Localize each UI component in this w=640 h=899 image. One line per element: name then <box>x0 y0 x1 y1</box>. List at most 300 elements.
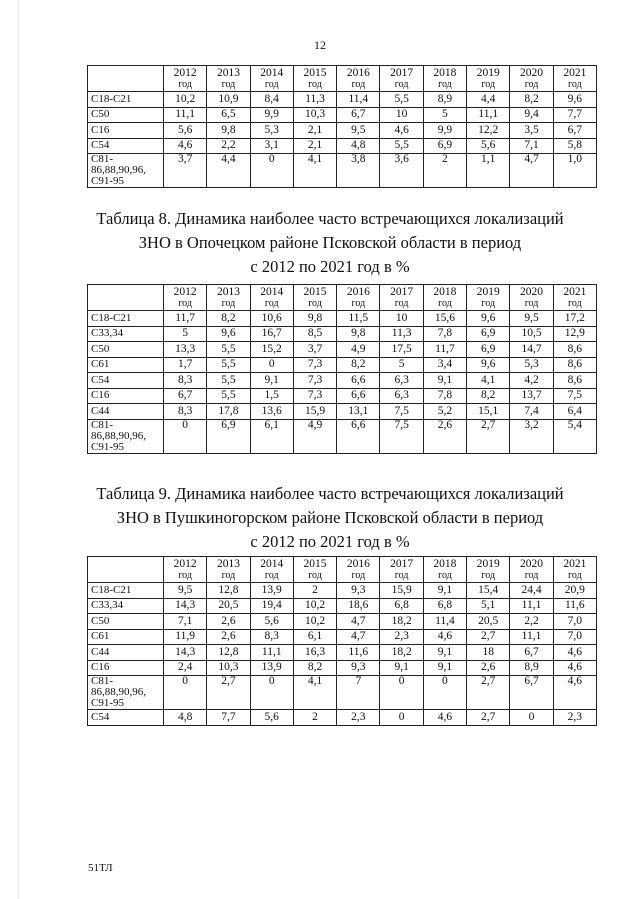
value-cell: 10,2 <box>293 598 336 614</box>
value-cell: 0 <box>250 154 293 188</box>
table-row <box>88 357 597 373</box>
value-cell: 10,3 <box>293 107 336 123</box>
value-cell: 6,7 <box>337 107 380 123</box>
value-cell: 6,9 <box>423 138 466 154</box>
value-cell: 6,3 <box>380 388 423 404</box>
value-cell: 9,8 <box>207 123 250 139</box>
year-header <box>510 285 553 311</box>
row-label: C61 <box>88 357 164 373</box>
value-cell: 0 <box>250 357 293 373</box>
value-cell: 8,3 <box>164 404 207 420</box>
value-cell: 13,1 <box>337 404 380 420</box>
year-unit-label: год <box>481 570 496 581</box>
value-cell: 5,5 <box>380 138 423 154</box>
year-header <box>380 66 423 92</box>
year-header <box>423 285 466 311</box>
value-cell: 0 <box>423 676 466 710</box>
year-unit-label: год <box>221 570 236 581</box>
row-label: C44 <box>88 404 164 420</box>
table-row <box>88 660 597 676</box>
value-cell: 6,1 <box>293 629 336 645</box>
value-cell: 15,2 <box>250 342 293 358</box>
value-cell: 5 <box>380 357 423 373</box>
value-cell: 24,4 <box>510 583 553 599</box>
year-label: 2016 <box>346 286 370 298</box>
year-label: 2016 <box>346 558 370 570</box>
value-cell: 5,6 <box>164 123 207 139</box>
value-cell: 16,7 <box>250 326 293 342</box>
table-row <box>88 342 597 358</box>
value-cell: 7,8 <box>423 388 466 404</box>
value-cell: 5,1 <box>467 598 510 614</box>
value-cell: 4,9 <box>293 419 336 453</box>
year-unit-label: год <box>568 79 582 90</box>
value-cell: 6,7 <box>164 388 207 404</box>
value-cell: 12,8 <box>207 645 250 661</box>
year-header <box>337 285 380 311</box>
table-row <box>88 373 597 389</box>
value-cell: 7,3 <box>293 373 336 389</box>
value-cell: 2,6 <box>207 614 250 630</box>
year-unit-label: год <box>394 298 409 309</box>
value-cell: 8,6 <box>553 357 596 373</box>
year-header <box>207 285 250 311</box>
year-unit-label: год <box>524 570 539 581</box>
year-label: 2014 <box>260 286 284 298</box>
value-cell: 13,9 <box>250 660 293 676</box>
year-label: 2012 <box>173 67 197 79</box>
value-cell: 1,1 <box>467 154 510 188</box>
value-cell: 2,6 <box>207 629 250 645</box>
value-cell: 8,2 <box>293 660 336 676</box>
value-cell: 4,7 <box>337 629 380 645</box>
value-cell: 13,3 <box>164 342 207 358</box>
table-8-opochka <box>87 284 597 454</box>
row-label: C50 <box>88 342 164 358</box>
value-cell: 8,2 <box>467 388 510 404</box>
table-row <box>88 123 597 139</box>
value-cell: 11,3 <box>380 326 423 342</box>
year-unit-label: год <box>308 570 322 581</box>
year-header <box>293 557 336 583</box>
value-cell: 4,4 <box>207 154 250 188</box>
value-cell: 6,6 <box>337 419 380 453</box>
year-unit-label: год <box>481 79 496 90</box>
year-label: 2012 <box>173 286 197 298</box>
value-cell: 9,3 <box>337 660 380 676</box>
year-label: 2015 <box>303 286 327 298</box>
value-cell: 17,8 <box>207 404 250 420</box>
value-cell: 15,9 <box>293 404 336 420</box>
value-cell: 9,9 <box>423 123 466 139</box>
value-cell: 5,6 <box>250 614 293 630</box>
value-cell: 9,5 <box>164 583 207 599</box>
value-cell: 6,7 <box>553 123 596 139</box>
year-label: 2018 <box>433 558 457 570</box>
year-unit-label: год <box>438 79 452 90</box>
year-label: 2017 <box>390 286 414 298</box>
table-row <box>88 404 597 420</box>
value-cell: 0 <box>510 710 553 726</box>
year-header <box>207 557 250 583</box>
value-cell: 7,5 <box>380 404 423 420</box>
value-cell: 9,1 <box>423 645 466 661</box>
value-cell: 5,6 <box>467 138 510 154</box>
value-cell: 11,7 <box>423 342 466 358</box>
year-header <box>510 66 553 92</box>
value-cell: 7,7 <box>553 107 596 123</box>
value-cell: 5,6 <box>250 710 293 726</box>
value-cell: 6,9 <box>207 419 250 453</box>
year-header <box>467 66 510 92</box>
table-9-caption <box>60 482 600 554</box>
value-cell: 19,4 <box>250 598 293 614</box>
year-unit-label: год <box>394 570 409 581</box>
value-cell: 11,4 <box>423 614 466 630</box>
value-cell: 8,2 <box>510 92 553 108</box>
year-label: 2017 <box>390 558 414 570</box>
value-cell: 2,3 <box>553 710 596 726</box>
value-cell: 5,3 <box>250 123 293 139</box>
year-label: 2018 <box>433 67 457 79</box>
year-header <box>337 66 380 92</box>
value-cell: 17,2 <box>553 311 596 327</box>
table-row <box>88 598 597 614</box>
table-row <box>88 311 597 327</box>
caption-line: Таблица 9. Динамика наиболее часто встречающихся локализаций <box>96 484 564 503</box>
header-corner-cell <box>88 66 164 92</box>
row-label: C50 <box>88 614 164 630</box>
row-label: C33,34 <box>88 326 164 342</box>
value-cell: 14,3 <box>164 645 207 661</box>
value-cell: 2,7 <box>467 419 510 453</box>
value-cell: 5,5 <box>207 357 250 373</box>
year-header <box>510 557 553 583</box>
value-cell: 11,4 <box>337 92 380 108</box>
value-cell: 2,3 <box>337 710 380 726</box>
value-cell: 8,2 <box>337 357 380 373</box>
year-label: 2021 <box>563 286 587 298</box>
value-cell: 17,5 <box>380 342 423 358</box>
page-number: 12 <box>314 38 326 52</box>
year-header <box>380 285 423 311</box>
value-cell: 10,9 <box>207 92 250 108</box>
value-cell: 5,5 <box>207 388 250 404</box>
value-cell: 5,5 <box>207 373 250 389</box>
year-label: 2014 <box>260 67 284 79</box>
value-cell: 3,4 <box>423 357 466 373</box>
value-cell: 9,1 <box>250 373 293 389</box>
value-cell: 9,1 <box>423 660 466 676</box>
value-cell: 5,4 <box>553 419 596 453</box>
value-cell: 4,4 <box>467 92 510 108</box>
value-cell: 8,6 <box>553 373 596 389</box>
row-label: C18-C21 <box>88 583 164 599</box>
value-cell: 0 <box>250 676 293 710</box>
value-cell: 3,7 <box>164 154 207 188</box>
value-cell: 7,7 <box>207 710 250 726</box>
footer-code: 51ТЛ <box>88 862 113 874</box>
value-cell: 13,7 <box>510 388 553 404</box>
value-cell: 2,2 <box>510 614 553 630</box>
value-cell: 13,6 <box>250 404 293 420</box>
year-label: 2021 <box>563 67 587 79</box>
value-cell: 20,9 <box>553 583 596 599</box>
value-cell: 18,2 <box>380 614 423 630</box>
year-unit-label: год <box>221 79 236 90</box>
year-unit-label: год <box>308 79 322 90</box>
table-row <box>88 326 597 342</box>
value-cell: 4,6 <box>423 629 466 645</box>
value-cell: 2,4 <box>164 660 207 676</box>
year-header <box>423 557 466 583</box>
value-cell: 2 <box>293 583 336 599</box>
value-cell: 2,1 <box>293 138 336 154</box>
value-cell: 9,6 <box>207 326 250 342</box>
value-cell: 2,2 <box>207 138 250 154</box>
value-cell: 4,1 <box>293 676 336 710</box>
value-cell: 4,1 <box>293 154 336 188</box>
value-cell: 6,9 <box>467 326 510 342</box>
value-cell: 3,5 <box>510 123 553 139</box>
year-header <box>250 285 293 311</box>
value-cell: 2 <box>293 710 336 726</box>
value-cell: 9,4 <box>510 107 553 123</box>
row-label: C44 <box>88 645 164 661</box>
year-label: 2013 <box>216 67 240 79</box>
table-row <box>88 710 597 726</box>
value-cell: 6,4 <box>553 404 596 420</box>
value-cell: 15,6 <box>423 311 466 327</box>
year-unit-label: год <box>524 79 539 90</box>
value-cell: 11,1 <box>467 107 510 123</box>
value-cell: 5,5 <box>207 342 250 358</box>
table-row <box>88 645 597 661</box>
value-cell: 8,9 <box>510 660 553 676</box>
value-cell: 1,0 <box>553 154 596 188</box>
value-cell: 16,3 <box>293 645 336 661</box>
year-label: 2019 <box>476 558 500 570</box>
year-unit-label: год <box>351 298 366 309</box>
value-cell: 8,2 <box>207 311 250 327</box>
value-cell: 0 <box>164 676 207 710</box>
value-cell: 4,9 <box>337 342 380 358</box>
value-cell: 20,5 <box>207 598 250 614</box>
value-cell: 4,6 <box>553 645 596 661</box>
year-unit-label: год <box>221 298 236 309</box>
value-cell: 15,1 <box>467 404 510 420</box>
table-continuation <box>87 65 597 188</box>
value-cell: 15,9 <box>380 583 423 599</box>
value-cell: 8,6 <box>553 342 596 358</box>
value-cell: 6,7 <box>510 645 553 661</box>
header-row <box>88 557 597 583</box>
value-cell: 2,6 <box>423 419 466 453</box>
caption-line: ЗНО в Опочецком районе Псковской области в период <box>138 233 522 252</box>
value-cell: 6,9 <box>467 342 510 358</box>
value-cell: 9,6 <box>553 92 596 108</box>
value-cell: 11,1 <box>164 107 207 123</box>
caption-line: ЗНО в Пушкиногорском районе Псковской области в период <box>116 508 544 527</box>
value-cell: 3,8 <box>337 154 380 188</box>
value-cell: 5,2 <box>423 404 466 420</box>
header-row <box>88 285 597 311</box>
table-row <box>88 614 597 630</box>
value-cell: 7,3 <box>293 388 336 404</box>
value-cell: 9,8 <box>293 311 336 327</box>
year-unit-label: год <box>178 570 192 581</box>
value-cell: 4,6 <box>380 123 423 139</box>
year-header <box>380 557 423 583</box>
value-cell: 8,4 <box>250 92 293 108</box>
year-unit-label: год <box>394 79 409 90</box>
value-cell: 5 <box>164 326 207 342</box>
value-cell: 1,7 <box>164 357 207 373</box>
year-label: 2019 <box>476 67 500 79</box>
value-cell: 0 <box>164 419 207 453</box>
value-cell: 9,5 <box>337 123 380 139</box>
value-cell: 12,8 <box>207 583 250 599</box>
value-cell: 12,9 <box>553 326 596 342</box>
value-cell: 9,6 <box>467 357 510 373</box>
value-cell: 7,0 <box>553 614 596 630</box>
row-label: C50 <box>88 107 164 123</box>
row-label: C81-86,88,90,96, C91-95 <box>88 154 164 188</box>
row-label: C16 <box>88 388 164 404</box>
year-label: 2014 <box>260 558 284 570</box>
table-8-caption <box>60 207 600 279</box>
table-9-pushkinogorsk <box>87 556 597 726</box>
value-cell: 2,6 <box>467 660 510 676</box>
value-cell: 3,7 <box>293 342 336 358</box>
table-row <box>88 629 597 645</box>
value-cell: 4,8 <box>164 710 207 726</box>
year-header <box>293 285 336 311</box>
year-header <box>164 285 207 311</box>
table-row <box>88 583 597 599</box>
row-label: C61 <box>88 629 164 645</box>
year-unit-label: год <box>481 298 496 309</box>
year-label: 2013 <box>216 558 240 570</box>
value-cell: 12,2 <box>467 123 510 139</box>
value-cell: 4,6 <box>423 710 466 726</box>
value-cell: 5,5 <box>380 92 423 108</box>
value-cell: 14,3 <box>164 598 207 614</box>
value-cell: 5 <box>423 107 466 123</box>
value-cell: 8,3 <box>164 373 207 389</box>
year-header <box>164 557 207 583</box>
year-header <box>207 66 250 92</box>
value-cell: 9,1 <box>380 660 423 676</box>
value-cell: 11,6 <box>337 645 380 661</box>
value-cell: 8,9 <box>423 92 466 108</box>
value-cell: 1,5 <box>250 388 293 404</box>
year-unit-label: год <box>264 79 279 90</box>
year-label: 2018 <box>433 286 457 298</box>
value-cell: 2,3 <box>380 629 423 645</box>
table-row <box>88 154 597 188</box>
value-cell: 9,5 <box>510 311 553 327</box>
value-cell: 8,5 <box>293 326 336 342</box>
year-header <box>293 66 336 92</box>
year-unit-label: год <box>351 79 366 90</box>
year-header <box>337 557 380 583</box>
year-unit-label: год <box>264 570 279 581</box>
value-cell: 0 <box>380 710 423 726</box>
row-label: C33,34 <box>88 598 164 614</box>
year-unit-label: год <box>438 570 452 581</box>
year-unit-label: год <box>568 570 582 581</box>
value-cell: 9,1 <box>423 583 466 599</box>
year-unit-label: год <box>178 298 192 309</box>
value-cell: 7,4 <box>510 404 553 420</box>
value-cell: 11,1 <box>250 645 293 661</box>
value-cell: 10,6 <box>250 311 293 327</box>
value-cell: 2,7 <box>467 676 510 710</box>
value-cell: 2,7 <box>207 676 250 710</box>
value-cell: 11,7 <box>164 311 207 327</box>
value-cell: 4,6 <box>553 676 596 710</box>
value-cell: 10,3 <box>207 660 250 676</box>
year-unit-label: год <box>264 298 279 309</box>
value-cell: 8,3 <box>250 629 293 645</box>
year-unit-label: год <box>308 298 322 309</box>
table-row <box>88 138 597 154</box>
value-cell: 11,6 <box>553 598 596 614</box>
year-unit-label: год <box>568 298 582 309</box>
value-cell: 2,7 <box>467 629 510 645</box>
year-unit-label: год <box>524 298 539 309</box>
value-cell: 3,6 <box>380 154 423 188</box>
value-cell: 3,2 <box>510 419 553 453</box>
row-label: C18-C21 <box>88 92 164 108</box>
year-label: 2015 <box>303 67 327 79</box>
value-cell: 10,2 <box>164 92 207 108</box>
year-label: 2020 <box>520 286 544 298</box>
value-cell: 5,3 <box>510 357 553 373</box>
row-label: C81-86,88,90,96, C91-95 <box>88 676 164 710</box>
value-cell: 6,6 <box>337 388 380 404</box>
year-label: 2019 <box>476 286 500 298</box>
row-label: C81-86,88,90,96, C91-95 <box>88 419 164 453</box>
value-cell: 9,8 <box>337 326 380 342</box>
year-label: 2015 <box>303 558 327 570</box>
value-cell: 6,1 <box>250 419 293 453</box>
year-label: 2017 <box>390 67 414 79</box>
value-cell: 10,5 <box>510 326 553 342</box>
row-label: C16 <box>88 660 164 676</box>
value-cell: 6,3 <box>380 373 423 389</box>
value-cell: 7,5 <box>553 388 596 404</box>
value-cell: 20,5 <box>467 614 510 630</box>
row-label: C54 <box>88 373 164 389</box>
value-cell: 7,8 <box>423 326 466 342</box>
row-label: C18-C21 <box>88 311 164 327</box>
table-row <box>88 107 597 123</box>
value-cell: 4,2 <box>510 373 553 389</box>
year-unit-label: год <box>178 79 192 90</box>
value-cell: 3,1 <box>250 138 293 154</box>
year-unit-label: год <box>438 298 452 309</box>
value-cell: 7 <box>337 676 380 710</box>
row-label: C54 <box>88 138 164 154</box>
value-cell: 5,8 <box>553 138 596 154</box>
value-cell: 7,0 <box>553 629 596 645</box>
year-header <box>164 66 207 92</box>
row-label: C54 <box>88 710 164 726</box>
value-cell: 10 <box>380 311 423 327</box>
year-header <box>250 557 293 583</box>
